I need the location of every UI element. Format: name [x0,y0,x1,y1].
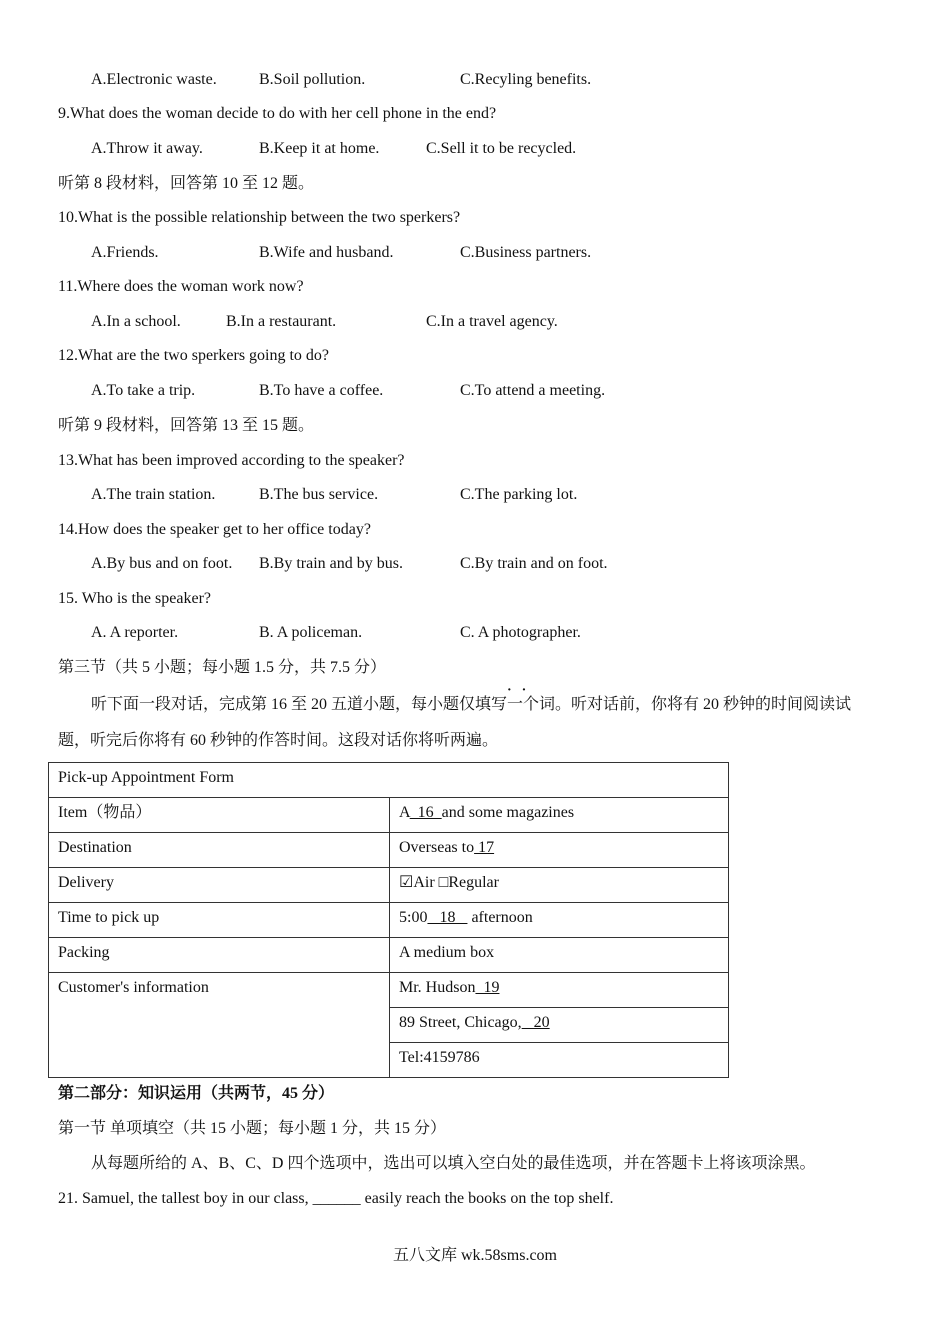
part3-instruction-line2: 题，听完后你将有 60 秒钟的作答时间。这段对话你将听两遍。 [58,732,499,749]
form-value: 5:00 18 afternoon [390,903,729,938]
q21-question: 21. Samuel, the tallest boy in our class, ______ easily reach the books on the top shelf. [58,1190,614,1207]
q9-option-c: C.Sell it to be recycled. [426,140,577,157]
q10-option-a: A.Friends. [91,244,159,261]
q11-option-c: C.In a travel agency. [426,313,558,330]
form-label: Customer's information [49,973,390,1078]
section9-instruction: 听第 9 段材料，回答第 13 至 15 题。 [58,417,315,434]
q11-option-a: A.In a school. [91,313,181,330]
answer-blank-16: 16 [409,804,442,821]
answer-blank-17: 17 [474,839,495,856]
q12-option-c: C.To attend a meeting. [460,382,606,399]
form-title: Pick-up Appointment Form [49,763,729,798]
part3-header: 第三节（共 5 小题；每小题 1.5 分，共 7.5 分） [58,659,387,676]
q9-option-b: B.Keep it at home. [259,140,380,157]
form-label: Delivery [49,868,390,903]
q11-question: 11.Where does the woman work now? [58,278,304,295]
q10-option-b: B.Wife and husband. [259,244,394,261]
q8-option-a: A.Electronic waste. [91,71,217,88]
q8-option-b: B.Soil pollution. [259,71,366,88]
delivery-checkboxes: ☑Air □Regular [399,874,499,891]
form-label: Packing [49,938,390,973]
form-value: A medium box [390,938,729,973]
q13-option-a: A.The train station. [91,486,216,503]
q11-option-b: B.In a restaurant. [226,313,337,330]
form-label: Item（物品） [49,798,390,833]
q12-option-a: A.To take a trip. [91,382,196,399]
q10-option-c: C.Business partners. [460,244,592,261]
part2-instruction: 从每题所给的 A、B、C、D 四个选项中，选出可以填入空白处的最佳选项，并在答题卡上将该项涂黑。 [91,1155,816,1172]
answer-blank-19: 19 [475,979,500,996]
form-label: Destination [49,833,390,868]
part2-header: 第二部分：知识运用（共两节，45 分） [58,1085,335,1102]
form-value: Tel:4159786 [390,1043,729,1078]
part3-instruction-line1 [91,695,851,715]
q8-option-c: C.Recyling benefits. [460,71,592,88]
q9-option-a: A.Throw it away. [91,140,203,157]
form-value [390,868,729,903]
q13-option-c: C.The parking lot. [460,486,578,503]
footer-watermark: 五八文库 wk.58sms.com [392,1247,557,1264]
form-value: Mr. Hudson 19 [390,973,729,1008]
q10-question: 10.What is the possible relationship between the two sperkers? [58,209,461,226]
q14-question: 14.How does the speaker get to her office today? [58,521,371,538]
answer-blank-20: 20 [521,1014,550,1031]
part3-instruction-before: 听下面一段对话，完成第 16 至 20 五道小题，每小题仅填写 [91,696,508,713]
part3-instruction-after: 词。听对话前，你将有 20 秒钟的时间阅读试 [539,696,852,713]
form-row-destination [49,833,729,868]
q13-question: 13.What has been improved according to the speaker? [58,452,405,469]
part3-instruction-emphasis: · · 一个 [507,695,539,715]
pickup-appointment-form [48,762,729,1078]
form-value: Overseas to 17 [390,833,729,868]
form-row-delivery [49,868,729,903]
form-value: A 16 and some magazines [390,798,729,833]
form-label: Time to pick up [49,903,390,938]
answer-blank-18: 18 [427,909,468,926]
q13-option-b: B.The bus service. [259,486,379,503]
part2-section1: 第一节 单项填空（共 15 小题；每小题 1 分，共 15 分） [58,1120,447,1137]
form-row-customer [49,973,729,1008]
q14-option-c: C.By train and on foot. [460,555,608,572]
q15-option-a: A. A reporter. [91,624,179,641]
q9-question: 9.What does the woman decide to do with her cell phone in the end? [58,105,497,122]
q12-question: 12.What are the two sperkers going to do? [58,347,330,364]
q15-option-c: C. A photographer. [460,624,581,641]
form-row-packing [49,938,729,973]
q12-option-b: B.To have a coffee. [259,382,384,399]
section8-instruction: 听第 8 段材料，回答第 10 至 12 题。 [58,175,315,192]
form-row-time [49,903,729,938]
q15-question: 15. Who is the speaker? [58,590,211,607]
form-value: 89 Street, Chicago, 20 [390,1008,729,1043]
q14-option-b: B.By train and by bus. [259,555,403,572]
form-row-item [49,798,729,833]
q14-option-a: A.By bus and on foot. [91,555,233,572]
q15-option-b: B. A policeman. [259,624,363,641]
